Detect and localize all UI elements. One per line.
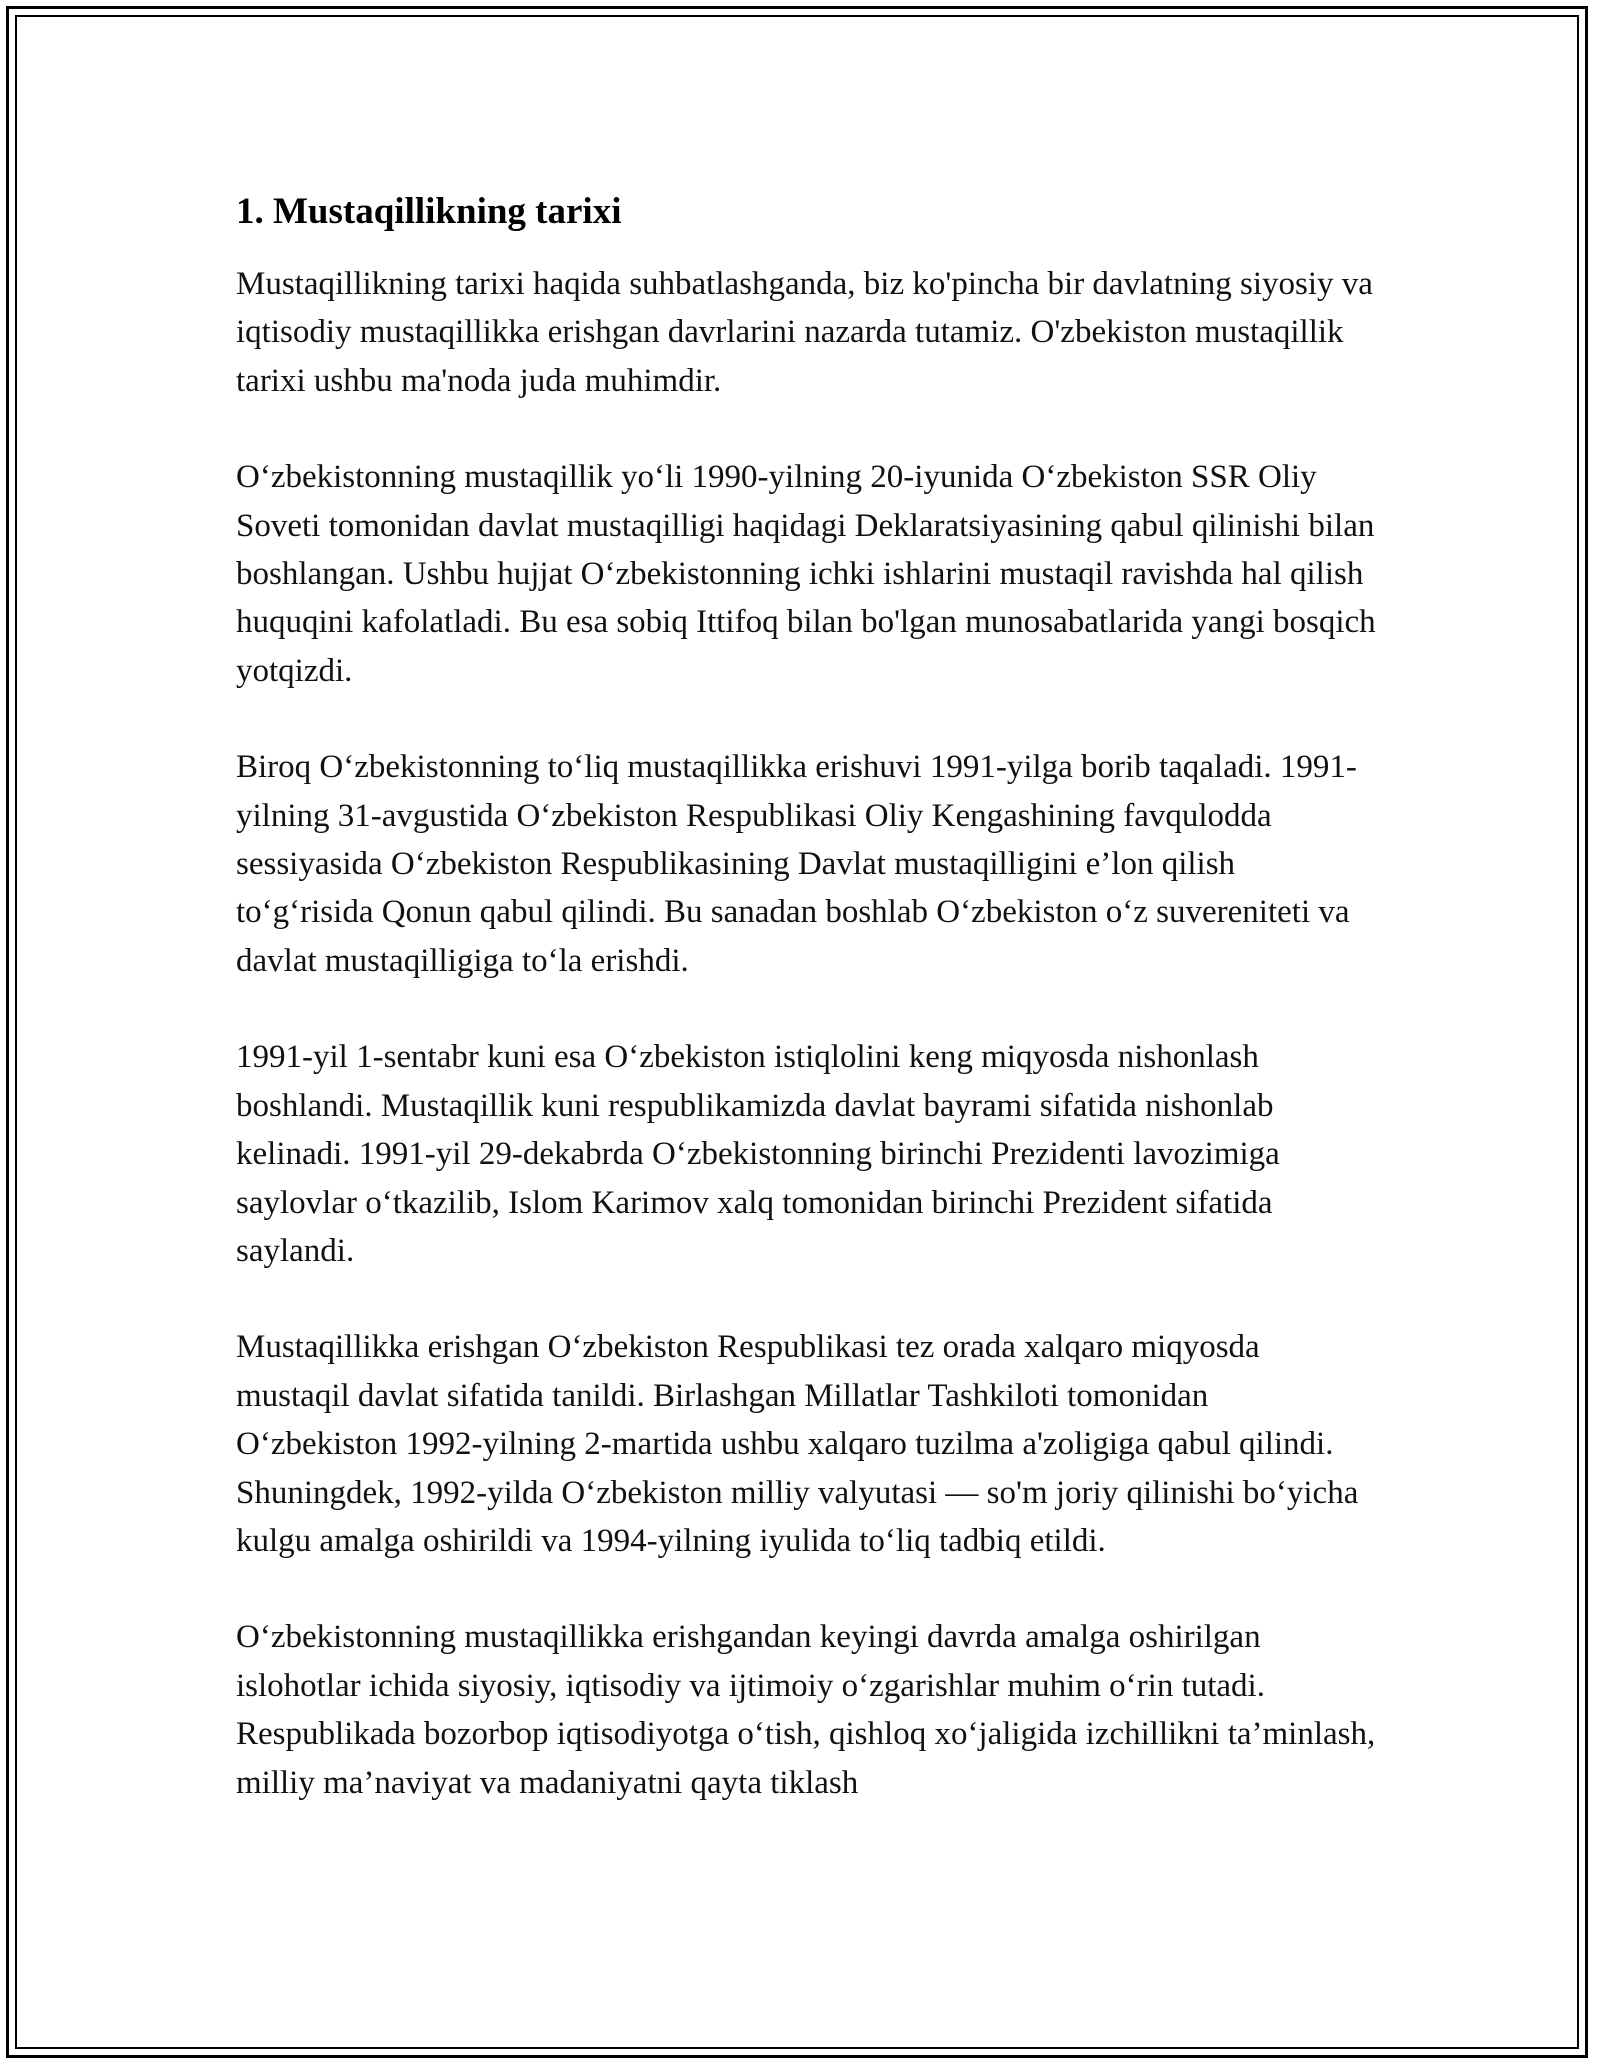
section-heading: 1. Mustaqillikning tarixi — [236, 191, 622, 232]
paragraph-4: 1991-yil 1-sentabr kuni esa O‘zbekiston istiqlolini keng miqyosda nishonlash boshlandi. Mustaqillik kuni respublikamizda davlat bayrami sifatida nishonlab kelinadi. 1991-yil 29-dekabrda O‘zbekistonning birinchi Prezidenti lavozimiga saylovlar o‘tkazilib, Islom Karimov xalq tomonidan birinchi Prezident sifatida saylandi. — [236, 1039, 1280, 1269]
paragraph-2: O‘zbekistonning mustaqillik yo‘li 1990-yilning 20-iyunida O‘zbekiston SSR Oliy Soveti tomonidan davlat mustaqilligi haqidagi Deklaratsiyasining qabul qilinishi bilan boshlangan. Ushbu hujjat O‘zbekistonning ichki ishlarini mustaqil ravishda hal qilish huquqini kafolatladi. Bu esa sobiq Ittifoq bilan bo'lgan munosabatlarida yangi bosqich yotqizdi. — [236, 459, 1376, 689]
paragraph-5: Mustaqillikka erishgan O‘zbekiston Respublikasi tez orada xalqaro miqyosda mustaqil davlat sifatida tanildi. Birlashgan Millatlar Tashkiloti tomonidan O‘zbekiston 1992-yilning 2-martida ushbu xalqaro tuzilma a'zoligiga qabul qilindi. Shuningdek, 1992-yilda O‘zbekiston milliy valyutasi — so'm joriy qilinishi bo‘yicha kulgu amalga oshirildi va 1994-yilning iyulida to‘liq tadbiq etildi. — [236, 1329, 1359, 1559]
paragraph-6: O‘zbekistonning mustaqillikka erishgandan keyingi davrda amalga oshirilgan islohotlar ichida siyosiy, iqtisodiy va ijtimoiy o‘zgarishlar muhim o‘rin tutadi. Respublikada bozorbop iqtisodiyotga o‘tish, qishloq xo‘jaligida izchillikni ta’minlash, milliy ma’naviyat va madaniyatni qayta tiklash — [236, 1619, 1376, 1801]
document-body — [236, 186, 1376, 1855]
paragraph-1: Mustaqillikning tarixi haqida suhbatlashganda, biz ko'pincha bir davlatning siyosiy va iqtisodiy mustaqillikka erishgan davrlarini nazarda tutamiz. O'zbekiston mustaqillik tarixi ushbu ma'noda juda muhimdir. — [236, 266, 1373, 399]
paragraph-3: Biroq O‘zbekistonning to‘liq mustaqillikka erishuvi 1991-yilga borib taqaladi. 1991-yilning 31-avgustida O‘zbekiston Respublikasi Oliy Kengashining favqulodda sessiyasida O‘zbekiston Respublikasining Davlat mustaqilligini e’lon qilish to‘g‘risida Qonun qabul qilindi. Bu sanadan boshlab O‘zbekiston o‘z suvereniteti va davlat mustaqilligiga to‘la erishdi. — [236, 749, 1357, 979]
